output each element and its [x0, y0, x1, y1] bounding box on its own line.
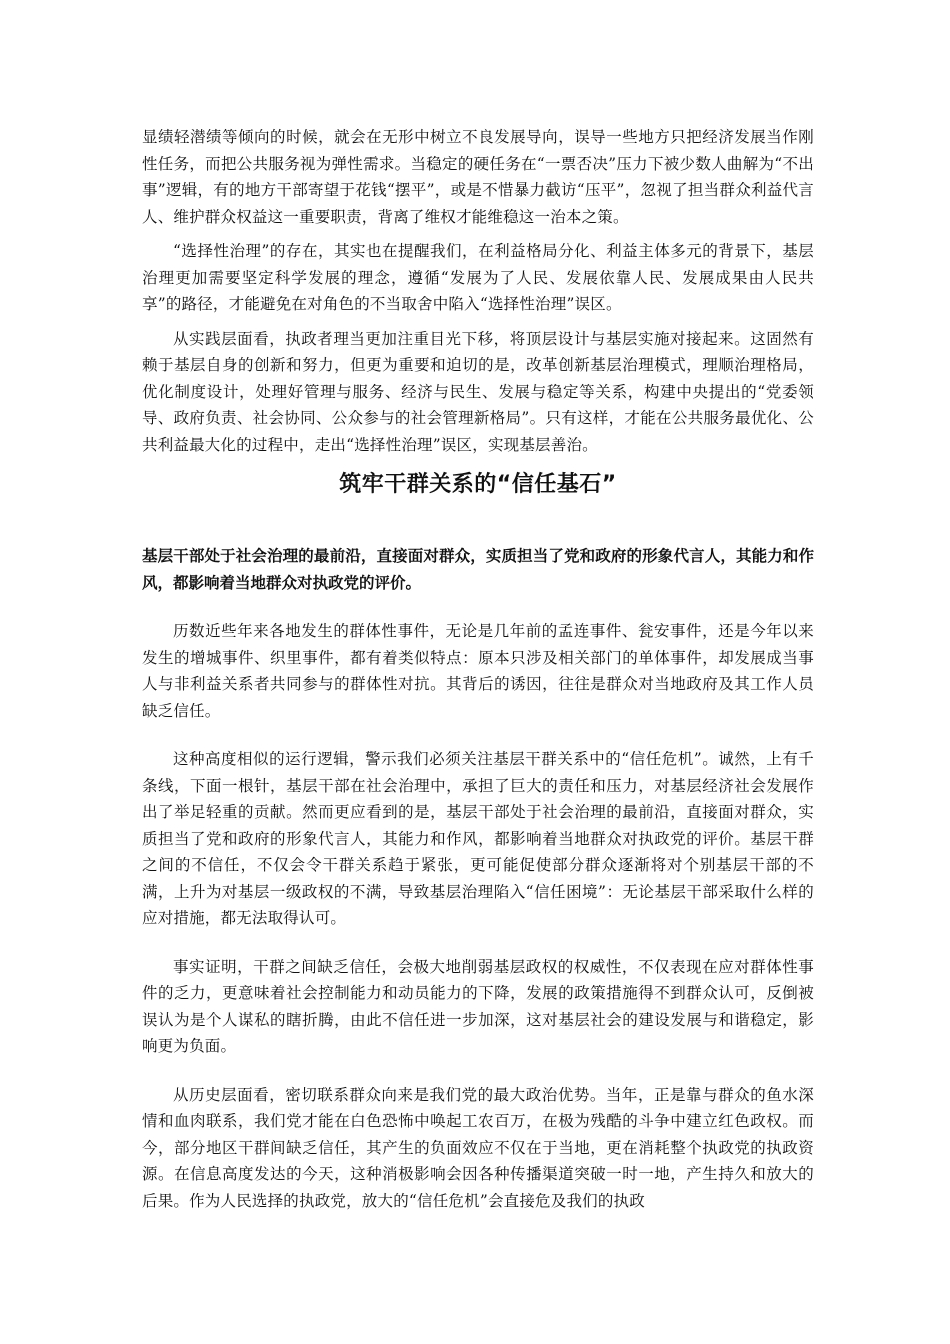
section-title: 筑牢干群关系的“信任基石”	[339, 472, 617, 497]
paragraph-historical-level: 从历史层面看，密切联系群众向来是我们党的最大政治优势。当年，正是靠与群众的鱼水深情和血肉联系，我们党才能在白色恐怖中唤起工农百万，在极为残酷的斗争中建立红色政权。而今，部分地区干群间缺乏信任，其产生的负面效应不仅在于当地，更在消耗整个执政党的执政资源。在信息高度发达的今天，这种消极影响会因各种传播渠道突破一时一地，产生持久和放大的后果。作为人民选择的执政党，放大的“信任危机”会直接危及我们的执政	[142, 1085, 814, 1210]
paragraph-facts-prove: 事实证明，干群之间缺乏信任，会极大地削弱基层政权的权威性，不仅表现在应对群体性事件的乏力，更意味着社会控制能力和动员能力的下降，发展的政策措施得不到群众认可，反倒被误认为是个人谋私的瞎折腾，由此不信任进一步加深，这对基层社会的建设发展与和谐稳定，影响更为负面。	[142, 957, 814, 1055]
document-page	[142, 124, 814, 1214]
paragraph-selective-governance: “选择性治理”的存在，其实也在提醒我们，在利益格局分化、利益主体多元的背景下，基层治理更加需要坚定科学发展的理念，遵循“发展为了人民、发展依靠人民、发展成果由人民共享”的路径，才能避免在对角色的不当取舍中陷入“选择性治理”误区。	[142, 242, 814, 313]
lead-paragraph: 基层干部处于社会治理的最前沿，直接面对群众，实质担当了党和政府的形象代言人，其能力和作风，都影响着当地群众对执政党的评价。	[142, 546, 814, 592]
paragraph-continued: 显绩轻潜绩等倾向的时候，就会在无形中树立不良发展导向，误导一些地方只把经济发展当作刚性任务，而把公共服务视为弹性需求。当稳定的硬任务在“一票否决”压力下被少数人曲解为“不出事”逻辑，有的地方干部寄望于花钱“摆平”，或是不惜暴力截访“压平”，忽视了担当群众利益代言人、维护群众权益这一重要职责，背离了维权才能维稳这一治本之策。	[142, 128, 814, 226]
paragraph-trust-crisis: 这种高度相似的运行逻辑，警示我们必须关注基层干群关系中的“信任危机”。诚然，上有千条线，下面一根针，基层干部在社会治理中，承担了巨大的责任和压力，对基层经济社会发展作出了举足轻重的贡献。然而更应看到的是，基层干部处于社会治理的最前沿，直接面对群众，实质担当了党和政府的形象代言人，其能力和作风，都影响着当地群众对执政党的评价。基层干群之间的不信任，不仅会令干群关系趋于紧张，更可能促使部分群众逐渐将对个别基层干部的不满，上升为对基层一级政权的不满，导致基层治理陷入“信任困境”：无论基层干部采取什么样的应对措施，都无法取得认可。	[142, 750, 814, 927]
paragraph-mass-incidents: 历数近些年来各地发生的群体性事件，无论是几年前的孟连事件、瓮安事件，还是今年以来发生的增城事件、织里事件，都有着类似特点：原本只涉及相关部门的单体事件，却发展成当事人与非利益关系者共同参与的群体性对抗。其背后的诱因，往往是群众对当地政府及其工作人员缺乏信任。	[142, 622, 814, 720]
paragraph-practice-level: 从实践层面看，执政者理当更加注重目光下移，将顶层设计与基层实施对接起来。这固然有赖于基层自身的创新和努力，但更为重要和迫切的是，改革创新基层治理模式，理顺治理格局，优化制度设计，处理好管理与服务、经济与民生、发展与稳定等关系，构建中央提出的“党委领导、政府负责、社会协同、公众参与的社会管理新格局”。只有这样，才能在公共服务最优化、公共利益最大化的过程中，走出“选择性治理”误区，实现基层善治。	[142, 329, 814, 454]
